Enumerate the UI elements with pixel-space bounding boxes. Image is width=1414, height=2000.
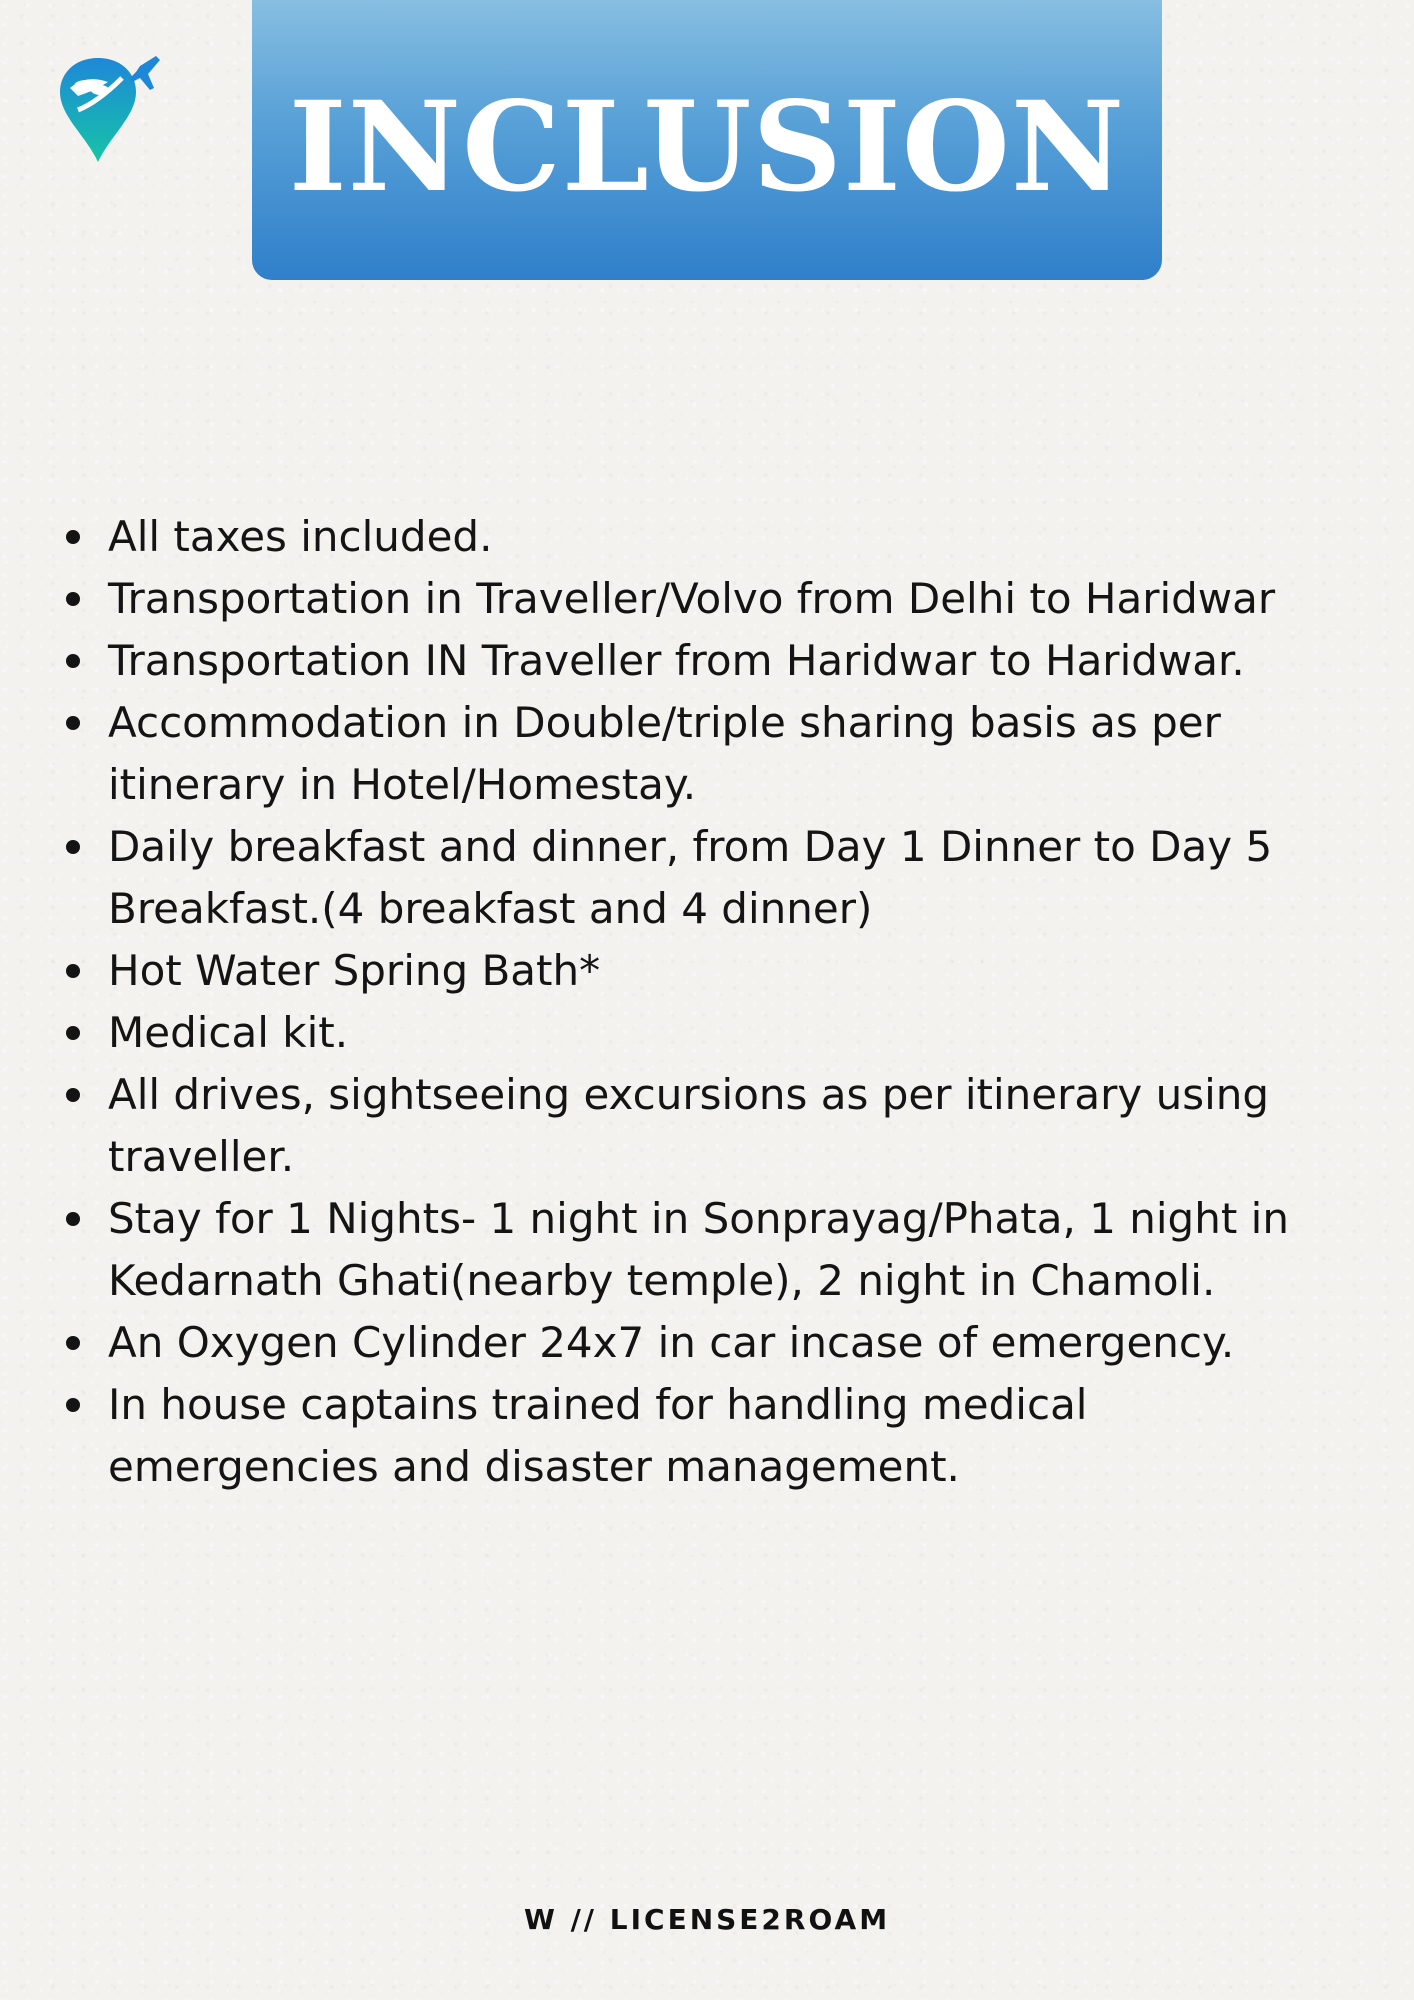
list-item: Transportation IN Traveller from Haridwar to Haridwar. <box>48 630 1388 692</box>
list-item: In house captains trained for handling medical emergencies and disaster management. <box>48 1374 1388 1498</box>
list-item: All taxes included. <box>48 506 1388 568</box>
page-title: INCLUSION <box>288 75 1126 220</box>
list-item: Transportation in Traveller/Volvo from Delhi to Haridwar <box>48 568 1388 630</box>
list-item: Medical kit. <box>48 1002 1388 1064</box>
inclusions-list <box>48 506 1388 1498</box>
footer-credit: W // LICENSE2ROAM <box>523 1903 891 1936</box>
list-item: Accommodation in Double/triple sharing basis as per itinerary in Hotel/Homestay. <box>48 692 1388 816</box>
list-item: An Oxygen Cylinder 24x7 in car incase of emergency. <box>48 1312 1388 1374</box>
list-item: Daily breakfast and dinner, from Day 1 Dinner to Day 5 Breakfast.(4 breakfast and 4 dinner) <box>48 816 1388 940</box>
list-item: All drives, sightseeing excursions as per itinerary using traveller. <box>48 1064 1388 1188</box>
travel-pin-airplane-icon <box>56 54 164 166</box>
list-item: Stay for 1 Nights- 1 night in Sonprayag/Phata, 1 night in Kedarnath Ghati(nearby temple), 2 night in Chamoli. <box>48 1188 1388 1312</box>
title-banner <box>252 0 1162 280</box>
brand-logo <box>56 54 164 166</box>
list-item: Hot Water Spring Bath* <box>48 940 1388 1002</box>
